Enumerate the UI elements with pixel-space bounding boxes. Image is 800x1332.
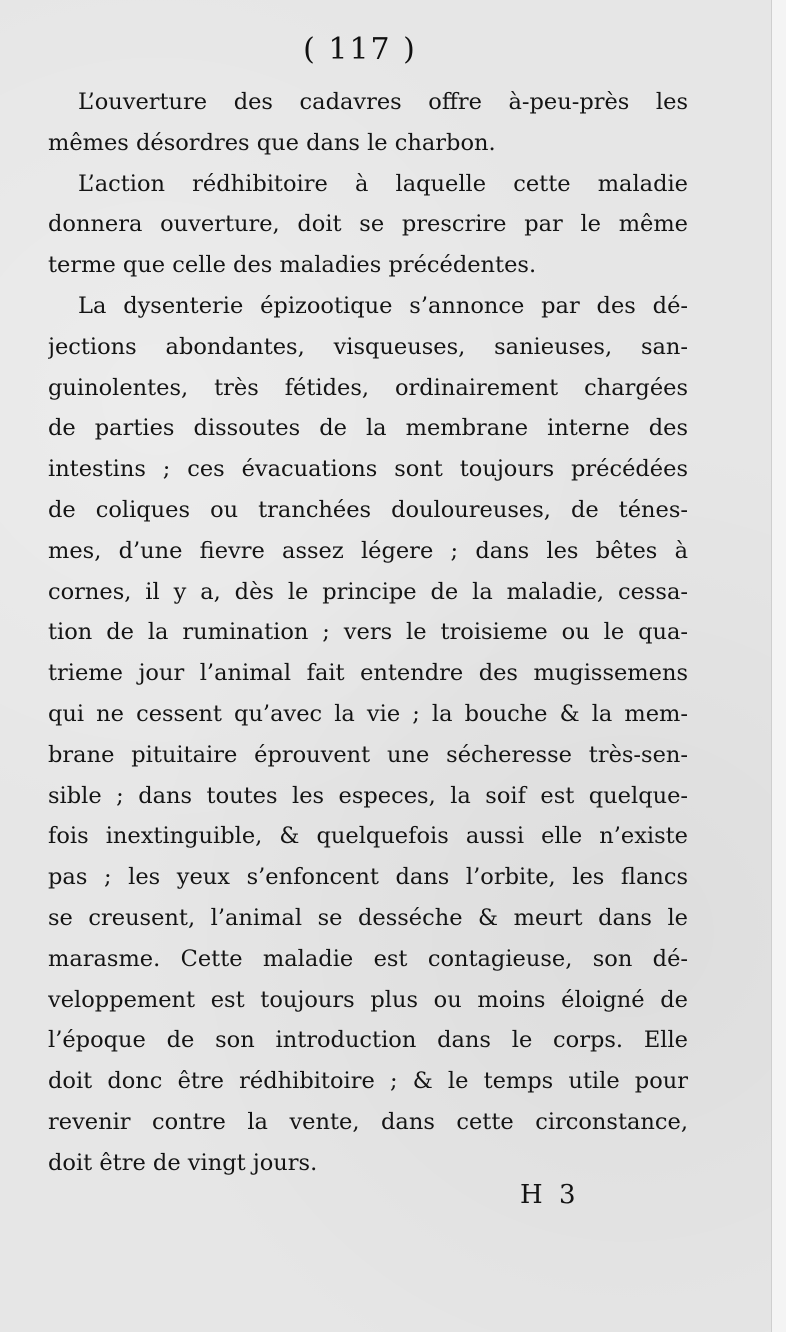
text-line: doit être de vingt jours. bbox=[48, 1149, 318, 1176]
text-line: guinolentes, très fétides, ordinairement chargées bbox=[48, 374, 688, 401]
text-line: cornes, il y a, dès le principe de la maladie, cessa- bbox=[48, 578, 688, 605]
paragraph-redhibitory-action bbox=[48, 164, 688, 286]
text-line: qui ne cessent qu’avec la vie ; la bouche & la mem- bbox=[48, 700, 688, 727]
text-line: de parties dissoutes de la membrane interne des bbox=[48, 415, 688, 442]
page-edge bbox=[771, 0, 786, 1332]
text-line: terme que celle des maladies précédentes. bbox=[48, 252, 537, 279]
text-line: mes, d’une fievre assez légere ; dans les bêtes à bbox=[48, 537, 688, 564]
paragraph-dysentery bbox=[48, 286, 688, 1184]
text-line: de coliques ou tranchées douloureuses, de ténes- bbox=[48, 496, 688, 523]
text-line: sible ; dans toutes les especes, la soif est quelque- bbox=[48, 782, 688, 809]
text-line: tion de la rumination ; vers le troisieme ou le qua- bbox=[48, 619, 688, 646]
paragraph-autopsy bbox=[48, 82, 688, 164]
text-line: fois inextinguible, & quelquefois aussi elle n’existe bbox=[48, 823, 688, 850]
text-line: jections abondantes, visqueuses, sanieuses, san- bbox=[48, 333, 688, 360]
text-line: donnera ouverture, doit se prescrire par le même bbox=[48, 211, 688, 238]
page-number: ( 117 ) bbox=[303, 32, 417, 67]
text-line: revenir contre la vente, dans cette circonstance, bbox=[48, 1108, 688, 1135]
signature-mark: H 3 bbox=[520, 1180, 580, 1210]
text-line: marasme. Cette maladie est contagieuse, son dé- bbox=[48, 945, 688, 972]
text-line: trieme jour l’animal fait entendre des mugissemens bbox=[48, 660, 688, 687]
text-line: intestins ; ces évacuations sont toujours précédées bbox=[48, 456, 688, 483]
text-line: La dysenterie épizootique s’annonce par des dé- bbox=[78, 292, 688, 319]
text-line: l’époque de son introduction dans le corps. Elle bbox=[48, 1027, 688, 1054]
text-line: pas ; les yeux s’enfoncent dans l’orbite, les flancs bbox=[48, 864, 688, 891]
text-line: se creusent, l’animal se desséche & meurt dans le bbox=[48, 904, 688, 931]
body-text bbox=[48, 82, 688, 1184]
text-line: veloppement est toujours plus ou moins éloigné de bbox=[48, 986, 688, 1013]
text-line: L’action rédhibitoire à laquelle cette maladie bbox=[78, 170, 688, 197]
text-line: doit donc être rédhibitoire ; & le temps utile pour bbox=[48, 1068, 688, 1095]
text-line: brane pituitaire éprouvent une sécheresse très-sen- bbox=[48, 741, 688, 768]
text-line: L’ouverture des cadavres offre à-peu-près les bbox=[78, 89, 688, 115]
text-line: mêmes désordres que dans le charbon. bbox=[48, 129, 496, 156]
